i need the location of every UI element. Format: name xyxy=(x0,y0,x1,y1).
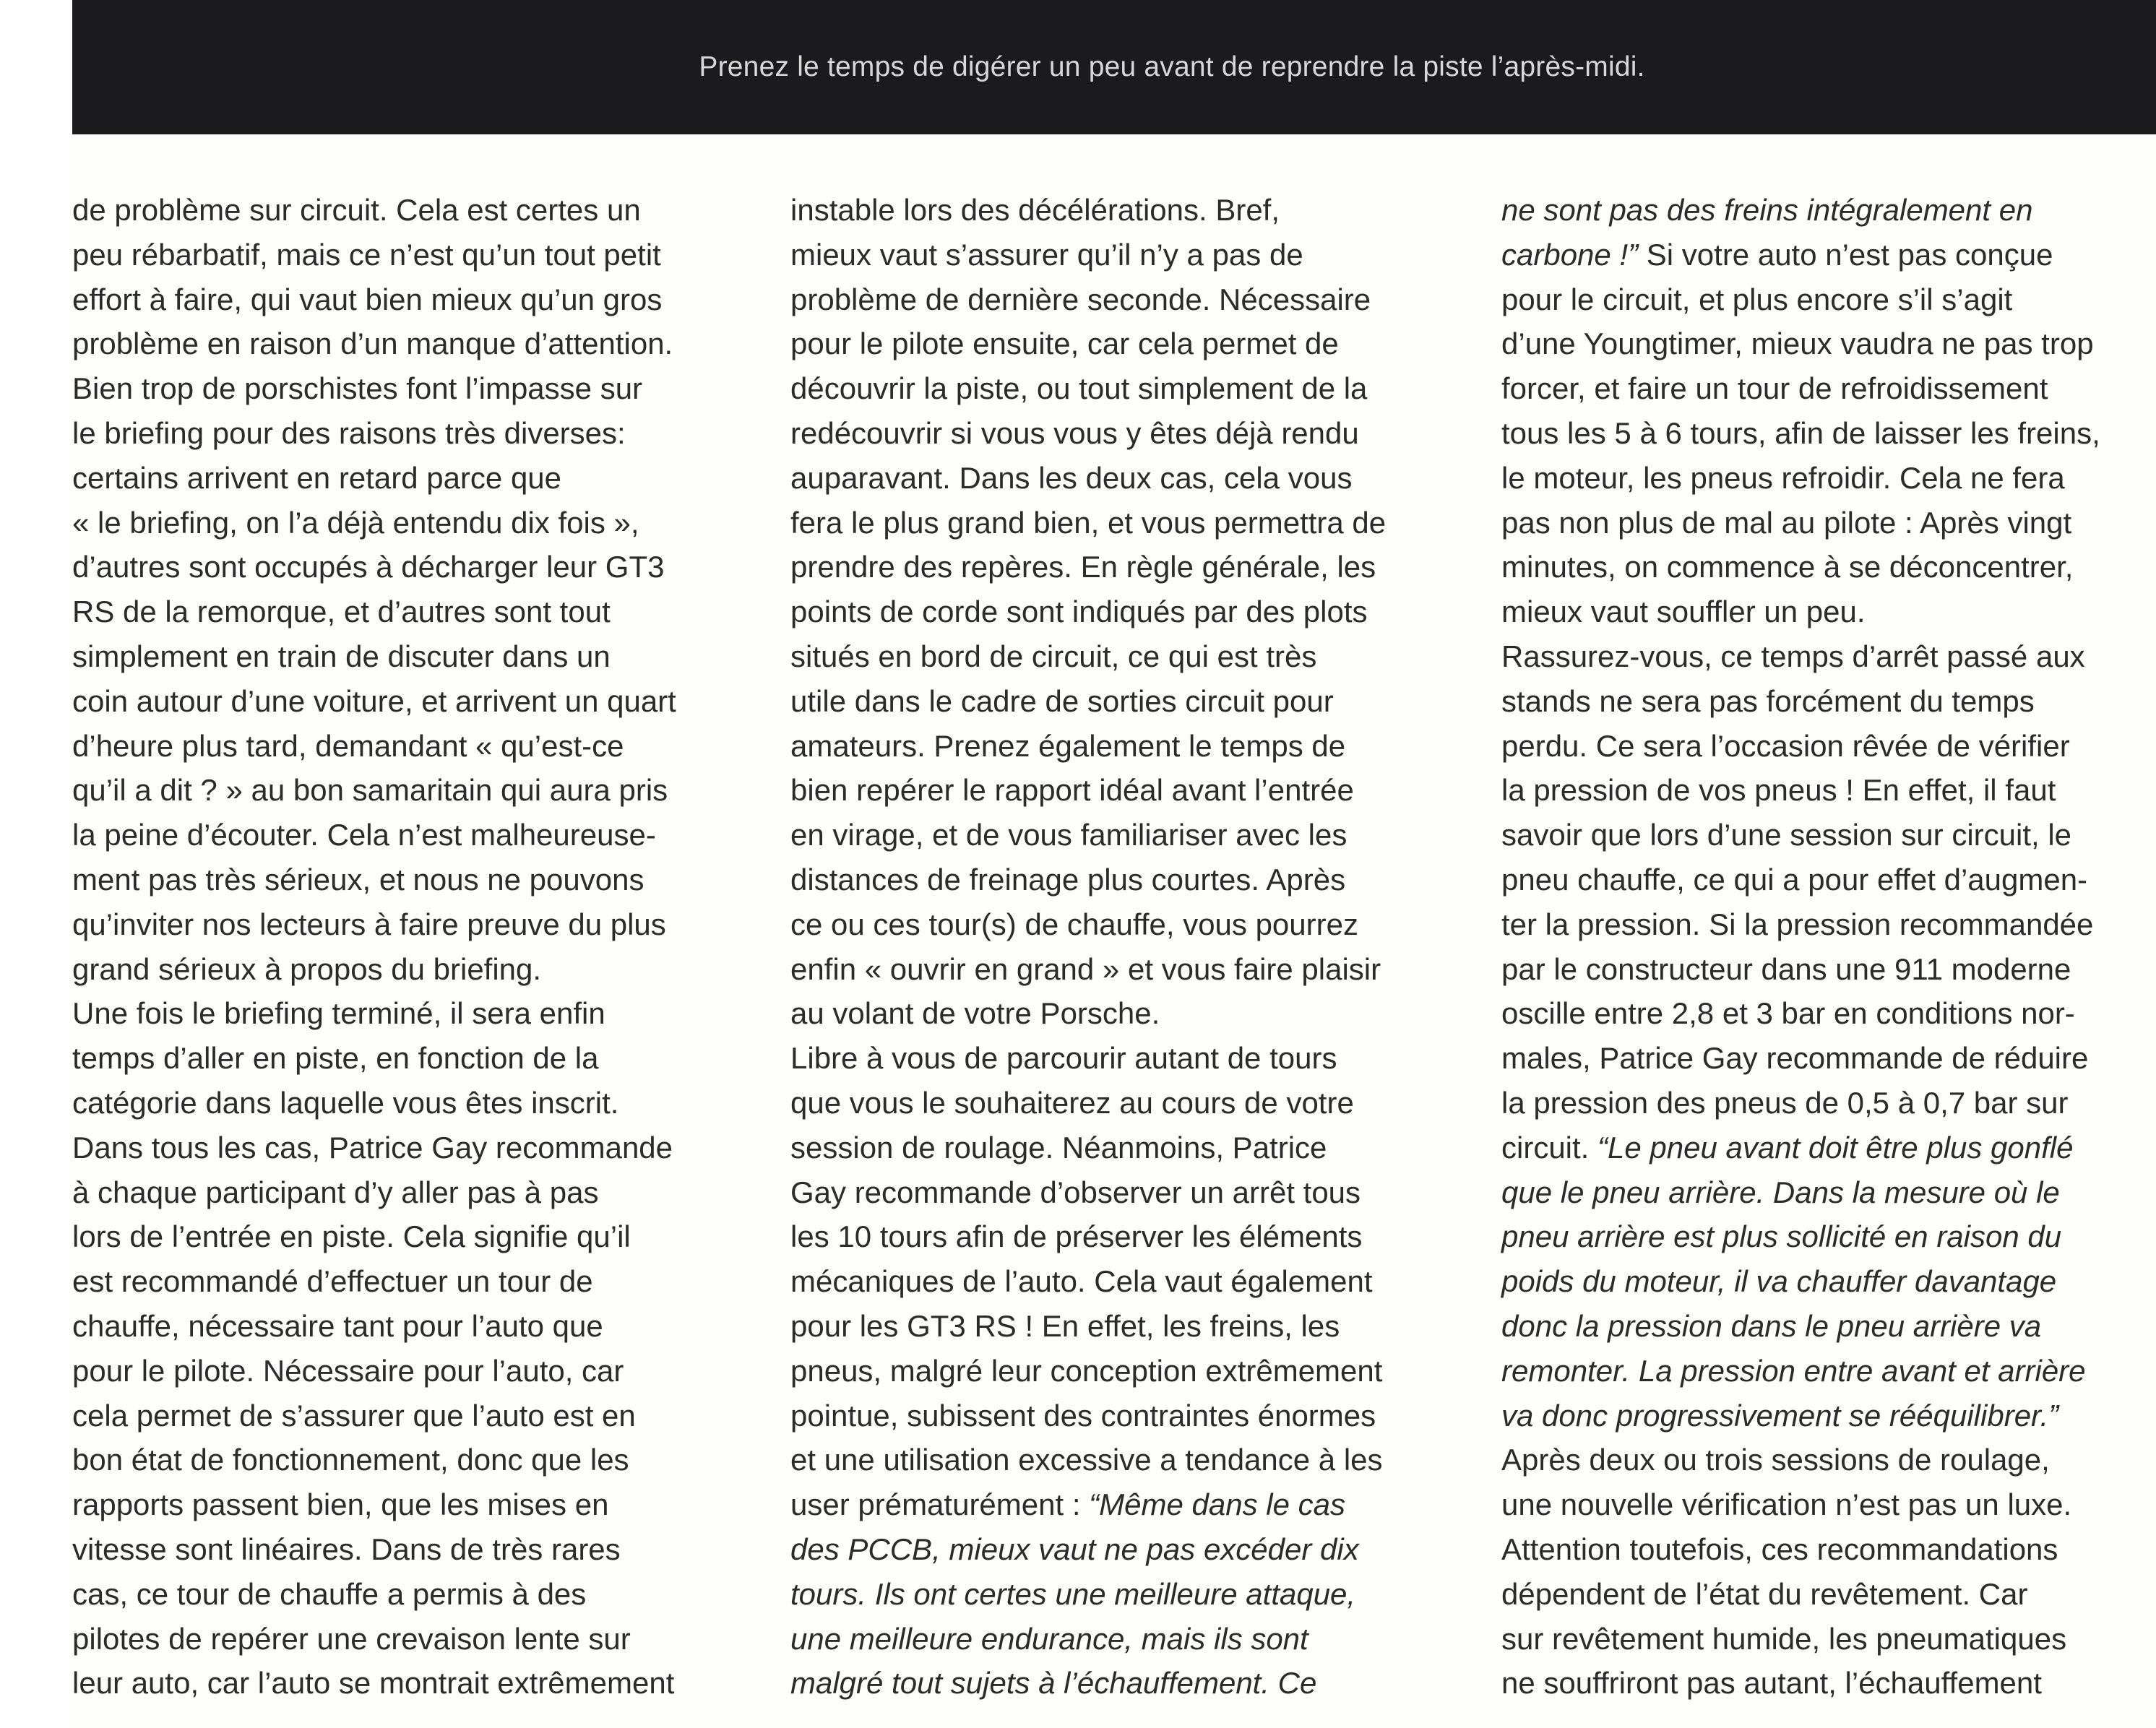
text-line xyxy=(1501,813,2152,857)
text-line xyxy=(72,411,751,456)
body-text: Si votre auto n’est pas conçue xyxy=(1638,237,2053,272)
quote-text: donc la pression dans le pneu arrière va xyxy=(1501,1308,2042,1343)
body-text: simplement en train de discuter dans un xyxy=(72,639,611,673)
text-line xyxy=(790,724,1470,769)
text-line xyxy=(72,456,751,501)
text-line xyxy=(1501,545,2152,589)
body-text: user prématurément : xyxy=(790,1487,1090,1522)
text-line xyxy=(1501,1036,2152,1081)
text-line xyxy=(1501,768,2152,813)
text-line xyxy=(790,679,1470,724)
body-text: le briefing pour des raisons très diverses: xyxy=(72,415,626,450)
body-text: tous les 5 à 6 tours, afin de laisser les freins, xyxy=(1501,415,2100,450)
body-text: pour le circuit, et plus encore s’il s’agit xyxy=(1501,282,2013,316)
text-line xyxy=(1501,456,2152,501)
text-line xyxy=(790,321,1470,366)
body-text: chauffe, nécessaire tant pour l’auto que xyxy=(72,1308,603,1343)
body-text: amateurs. Prenez également le temps de xyxy=(790,728,1346,763)
body-text: cela permet de s’assurer que l’auto est en xyxy=(72,1398,636,1433)
text-line xyxy=(1501,1349,2152,1394)
photo-caption-bar xyxy=(72,0,2156,134)
text-line xyxy=(72,1036,751,1081)
body-text: prendre des repères. En règle générale, les xyxy=(790,550,1376,584)
body-text: males, Patrice Gay recommande de réduire xyxy=(1501,1041,2089,1076)
text-line xyxy=(790,233,1470,277)
text-line xyxy=(72,679,751,724)
body-text: Une fois le briefing terminé, il sera enfin xyxy=(72,996,605,1031)
text-line xyxy=(1501,902,2152,947)
text-line xyxy=(790,1081,1470,1126)
text-line xyxy=(72,1126,751,1170)
text-line xyxy=(1501,589,2152,634)
body-text: fera le plus grand bien, et vous permettra de xyxy=(790,505,1387,540)
text-line xyxy=(72,768,751,813)
text-line xyxy=(790,813,1470,857)
text-line xyxy=(1501,857,2152,902)
quote-text: pneu arrière est plus sollicité en raison du xyxy=(1501,1219,2062,1254)
body-text: circuit. xyxy=(1501,1130,1598,1165)
text-line xyxy=(790,1482,1470,1527)
body-text: situés en bord de circuit, ce qui est très xyxy=(790,639,1317,673)
article-column-3 xyxy=(1501,188,2152,1706)
text-line xyxy=(72,813,751,857)
body-text: à chaque participant d’y aller pas à pas xyxy=(72,1175,599,1209)
quote-text: va donc progressivement se rééquilibrer.” xyxy=(1501,1398,2059,1433)
body-text: auparavant. Dans les deux cas, cela vous xyxy=(790,460,1353,495)
body-text: instable lors des décélérations. Bref, xyxy=(790,193,1280,227)
text-line xyxy=(1501,188,2152,233)
body-text: en virage, et de vous familiariser avec les xyxy=(790,818,1348,852)
text-line xyxy=(1501,1170,2152,1215)
text-line xyxy=(72,1081,751,1126)
text-line xyxy=(790,366,1470,411)
body-text: Bien trop de porschistes font l’impasse sur xyxy=(72,371,643,406)
body-text: d’autres sont occupés à décharger leur GT3 xyxy=(72,550,665,584)
text-line xyxy=(1501,1438,2152,1482)
quote-text: tours. Ils ont certes une meilleure attaque, xyxy=(790,1576,1356,1611)
text-line xyxy=(72,501,751,545)
body-text: que vous le souhaiterez au cours de votre xyxy=(790,1085,1354,1120)
text-line xyxy=(72,1214,751,1259)
text-line xyxy=(72,1572,751,1617)
body-text: oscille entre 2,8 et 3 bar en conditions nor- xyxy=(1501,996,2075,1031)
quote-text: “Le pneu avant doit être plus gonflé xyxy=(1597,1130,2074,1165)
text-line xyxy=(72,277,751,322)
page-margin xyxy=(0,0,69,1728)
body-text: pour le pilote ensuite, car cela permet de xyxy=(790,327,1339,361)
text-line xyxy=(790,1617,1470,1662)
body-text: et une utilisation excessive a tendance à les xyxy=(790,1443,1383,1477)
body-text: effort à faire, qui vaut bien mieux qu’un gros xyxy=(72,282,663,316)
body-text: par le constructeur dans une 911 moderne xyxy=(1501,951,2071,986)
text-line xyxy=(72,589,751,634)
text-line xyxy=(790,1036,1470,1081)
body-text: enfin « ouvrir en grand » et vous faire plaisir xyxy=(790,951,1381,986)
body-text: les 10 tours afin de préserver les éléments xyxy=(790,1219,1363,1254)
body-text: forcer, et faire un tour de refroidissement xyxy=(1501,371,2048,406)
text-line xyxy=(72,188,751,233)
body-text: Gay recommande d’observer un arrêt tous xyxy=(790,1175,1361,1209)
text-line xyxy=(72,1259,751,1304)
body-text: RS de la remorque, et d’autres sont tout xyxy=(72,595,611,629)
text-line xyxy=(72,724,751,769)
text-line xyxy=(1501,724,2152,769)
text-line xyxy=(790,902,1470,947)
quote-text: poids du moteur, il va chauffer davantage xyxy=(1501,1264,2057,1299)
text-line xyxy=(72,857,751,902)
quote-text: des PCCB, mieux vaut ne pas excéder dix xyxy=(790,1532,1359,1566)
text-line xyxy=(72,634,751,679)
body-text: savoir que lors d’une session sur circuit, le xyxy=(1501,818,2072,852)
body-text: découvrir la piste, ou tout simplement de la xyxy=(790,371,1368,406)
quote-text: “Même dans le cas xyxy=(1089,1487,1345,1522)
text-line xyxy=(72,1349,751,1394)
body-text: mécaniques de l’auto. Cela vaut également xyxy=(790,1264,1373,1299)
text-line xyxy=(72,1394,751,1438)
body-text: lors de l’entrée en piste. Cela signifie qu’il xyxy=(72,1219,631,1254)
text-line xyxy=(790,1661,1470,1706)
body-text: pneus, malgré leur conception extrêmement xyxy=(790,1353,1383,1388)
body-text: qu’il a dit ? » au bon samaritain qui aura pris xyxy=(72,773,668,808)
body-text: temps d’aller en piste, en fonction de la xyxy=(72,1041,599,1076)
body-text: Attention toutefois, ces recommandations xyxy=(1501,1532,2058,1566)
text-line xyxy=(790,1259,1470,1304)
body-text: pas non plus de mal au pilote : Après vingt xyxy=(1501,505,2072,540)
text-line xyxy=(1501,1617,2152,1662)
body-text: la peine d’écouter. Cela n’est malheureuse- xyxy=(72,818,656,852)
body-text: pour le pilote. Nécessaire pour l’auto, car xyxy=(72,1353,624,1388)
text-line xyxy=(72,902,751,947)
text-line xyxy=(1501,1482,2152,1527)
text-line xyxy=(72,545,751,589)
quote-text: carbone !” xyxy=(1501,237,1639,272)
body-text: problème en raison d’un manque d’attention. xyxy=(72,327,673,361)
text-line xyxy=(1501,947,2152,992)
body-text: est recommandé d’effectuer un tour de xyxy=(72,1264,593,1299)
text-line xyxy=(790,1304,1470,1349)
text-line xyxy=(790,1394,1470,1438)
text-line xyxy=(72,991,751,1036)
body-text: Dans tous les cas, Patrice Gay recommande xyxy=(72,1130,673,1165)
text-line xyxy=(790,589,1470,634)
text-line xyxy=(790,1527,1470,1572)
text-line xyxy=(1501,1304,2152,1349)
body-text: Après deux ou trois sessions de roulage, xyxy=(1501,1443,2050,1477)
text-line xyxy=(1501,321,2152,366)
text-line xyxy=(1501,679,2152,724)
text-line xyxy=(72,1617,751,1662)
body-text: sur revêtement humide, les pneumatiques xyxy=(1501,1621,2067,1656)
body-text: Libre à vous de parcourir autant de tours xyxy=(790,1041,1337,1076)
body-text: catégorie dans laquelle vous êtes inscrit. xyxy=(72,1085,619,1120)
body-text: rapports passent bien, que les mises en xyxy=(72,1487,609,1522)
body-text: session de roulage. Néanmoins, Patrice xyxy=(790,1130,1327,1165)
text-line xyxy=(72,366,751,411)
body-text: la pression de vos pneus ! En effet, il faut xyxy=(1501,773,2056,808)
body-text: certains arrivent en retard parce que xyxy=(72,460,562,495)
text-line xyxy=(790,1572,1470,1617)
body-text: stands ne sera pas forcément du temps xyxy=(1501,683,2035,718)
quote-text: malgré tout sujets à l’échauffement. Ce xyxy=(790,1666,1317,1701)
text-line xyxy=(1501,277,2152,322)
body-text: cas, ce tour de chauffe a permis à des xyxy=(72,1576,587,1611)
body-text: dépendent de l’état du revêtement. Car xyxy=(1501,1576,2028,1611)
photo-caption: Prenez le temps de digérer un peu avant de reprendre la piste l’après-midi. xyxy=(699,51,1645,82)
body-text: leur auto, car l’auto se montrait extrêmement xyxy=(72,1666,675,1701)
text-line xyxy=(72,233,751,277)
text-line xyxy=(1501,233,2152,277)
text-line xyxy=(1501,366,2152,411)
text-line xyxy=(1501,1126,2152,1170)
text-line xyxy=(72,1482,751,1527)
text-line xyxy=(790,501,1470,545)
body-text: points de corde sont indiqués par des plots xyxy=(790,595,1368,629)
text-line xyxy=(72,1527,751,1572)
body-text: utile dans le cadre de sorties circuit pour xyxy=(790,683,1334,718)
body-text: d’heure plus tard, demandant « qu’est-ce xyxy=(72,728,624,763)
body-text: problème de dernière seconde. Nécessaire xyxy=(790,282,1371,316)
text-line xyxy=(1501,1661,2152,1706)
quote-text: une meilleure endurance, mais ils sont xyxy=(790,1621,1308,1656)
article-column-1 xyxy=(72,188,751,1706)
article-column-2 xyxy=(790,188,1470,1706)
text-line xyxy=(790,947,1470,992)
text-line xyxy=(1501,634,2152,679)
text-line xyxy=(1501,1259,2152,1304)
quote-text: remonter. La pression entre avant et arrière xyxy=(1501,1353,2086,1388)
body-text: le moteur, les pneus refroidir. Cela ne fera xyxy=(1501,460,2065,495)
body-text: redécouvrir si vous vous y êtes déjà rendu xyxy=(790,415,1359,450)
text-line xyxy=(1501,1214,2152,1259)
body-text: pour les GT3 RS ! En effet, les freins, les xyxy=(790,1308,1340,1343)
text-line xyxy=(1501,991,2152,1036)
body-text: minutes, on commence à se déconcentrer, xyxy=(1501,550,2074,584)
text-line xyxy=(1501,1572,2152,1617)
text-line xyxy=(790,634,1470,679)
body-text: au volant de votre Porsche. xyxy=(790,996,1160,1031)
text-line xyxy=(790,1349,1470,1394)
body-text: pneu chauffe, ce qui a pour effet d’augmen- xyxy=(1501,862,2088,897)
text-line xyxy=(790,188,1470,233)
body-text: perdu. Ce sera l’occasion rêvée de vérifier xyxy=(1501,728,2070,763)
text-line xyxy=(790,857,1470,902)
text-line xyxy=(72,1661,751,1706)
body-text: d’une Youngtimer, mieux vaudra ne pas trop xyxy=(1501,327,2094,361)
body-text: peu rébarbatif, mais ce n’est qu’un tout petit xyxy=(72,237,661,272)
body-text: distances de freinage plus courtes. Après xyxy=(790,862,1346,897)
body-text: « le briefing, on l’a déjà entendu dix fois », xyxy=(72,505,639,540)
text-line xyxy=(72,1304,751,1349)
quote-text: ne sont pas des freins intégralement en xyxy=(1501,193,2033,227)
body-text: de problème sur circuit. Cela est certes un xyxy=(72,193,641,227)
text-line xyxy=(790,991,1470,1036)
text-line xyxy=(72,947,751,992)
body-text: une nouvelle vérification n’est pas un luxe. xyxy=(1501,1487,2072,1522)
body-text: mieux vaut souffler un peu. xyxy=(1501,595,1866,629)
text-line xyxy=(790,1214,1470,1259)
body-text: pointue, subissent des contraintes énormes xyxy=(790,1398,1376,1433)
body-text: qu’inviter nos lecteurs à faire preuve du plus xyxy=(72,907,666,941)
text-line xyxy=(790,1438,1470,1482)
text-line xyxy=(790,411,1470,456)
text-line xyxy=(790,277,1470,322)
body-text: ment pas très sérieux, et nous ne pouvons xyxy=(72,862,644,897)
body-text: coin autour d’une voiture, et arrivent un quart xyxy=(72,683,676,718)
body-text: ter la pression. Si la pression recommandée xyxy=(1501,907,2094,941)
body-text: bon état de fonctionnement, donc que les xyxy=(72,1443,629,1477)
body-text: mieux vaut s’assurer qu’il n’y a pas de xyxy=(790,237,1303,272)
text-line xyxy=(1501,1527,2152,1572)
body-text: ce ou ces tour(s) de chauffe, vous pourrez xyxy=(790,907,1358,941)
body-text: ne souffriront pas autant, l’échauffement xyxy=(1501,1666,2042,1701)
body-text: pilotes de repérer une crevaison lente sur xyxy=(72,1621,631,1656)
text-line xyxy=(72,1170,751,1215)
body-text: bien repérer le rapport idéal avant l’entrée xyxy=(790,773,1354,808)
text-line xyxy=(790,1126,1470,1170)
text-line xyxy=(1501,1081,2152,1126)
text-line xyxy=(72,1438,751,1482)
text-line xyxy=(72,321,751,366)
body-text: grand sérieux à propos du briefing. xyxy=(72,951,542,986)
text-line xyxy=(1501,411,2152,456)
body-text: la pression des pneus de 0,5 à 0,7 bar sur xyxy=(1501,1085,2069,1120)
text-line xyxy=(1501,1394,2152,1438)
body-text: vitesse sont linéaires. Dans de très rares xyxy=(72,1532,621,1566)
text-line xyxy=(790,545,1470,589)
text-line xyxy=(790,768,1470,813)
body-text: Rassurez-vous, ce temps d’arrêt passé aux xyxy=(1501,639,2085,673)
text-line xyxy=(1501,501,2152,545)
text-line xyxy=(790,1170,1470,1215)
text-line xyxy=(790,456,1470,501)
quote-text: que le pneu arrière. Dans la mesure où le xyxy=(1501,1175,2060,1209)
